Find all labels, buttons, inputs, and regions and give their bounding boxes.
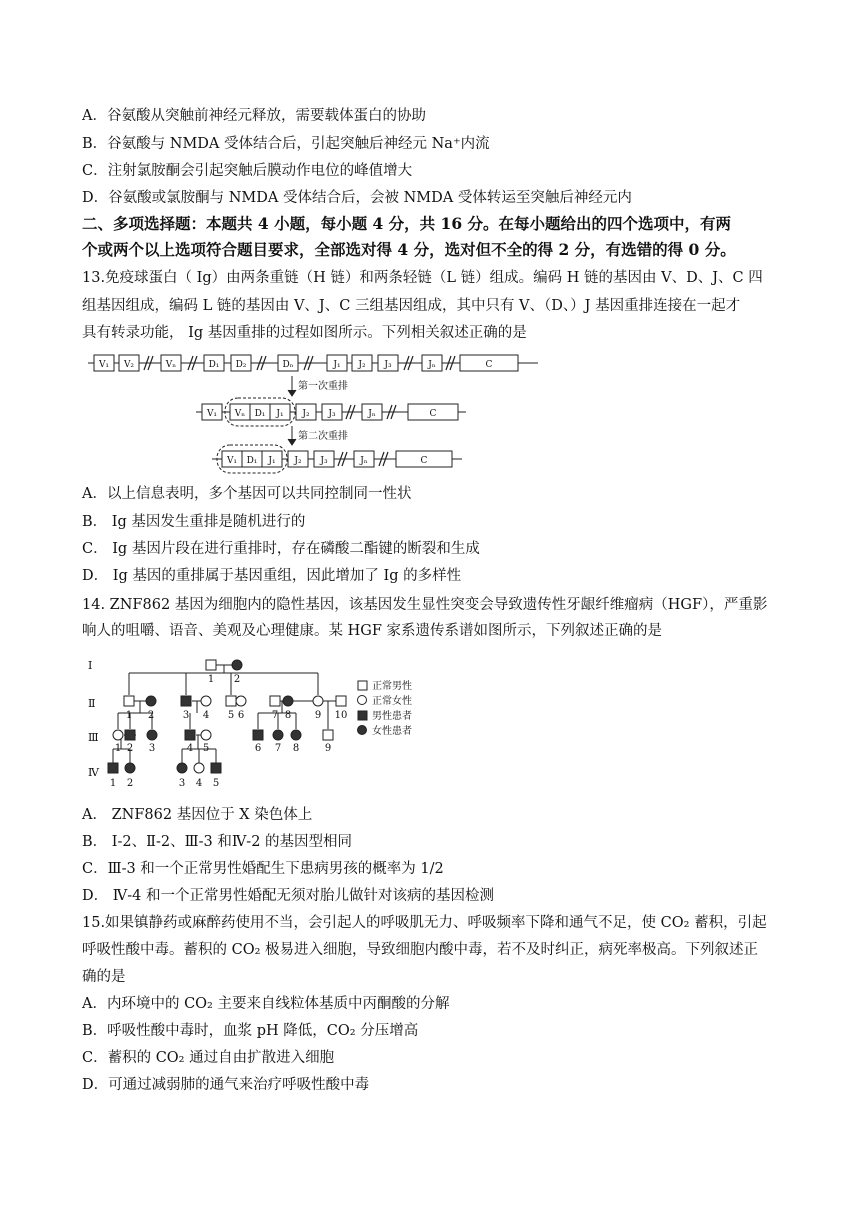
svg-text:7: 7: [274, 743, 282, 754]
gene-label: V₁: [226, 456, 238, 466]
ig-rearrangement-figure: [82, 348, 542, 476]
gene-label: Vₙ: [165, 360, 177, 370]
q12-option-d: D．谷氨酸或氯胺酮与 NMDA 受体结合后，会被 NMDA 受体转运至突触后神经元内: [82, 190, 632, 206]
gene-label: J₁: [268, 456, 276, 466]
gene-label: V₁: [98, 360, 110, 370]
svg-text:4: 4: [202, 710, 210, 721]
gene-label: Vₙ: [234, 409, 246, 419]
generation-label: Ⅱ: [88, 697, 96, 710]
q15-stem-line3: 确的是: [82, 969, 126, 985]
section-heading-line1: 二、多项选择题：本题共 4 小题，每小题 4 分，共 16 分。在每小题给出的四个选项中，有两: [82, 214, 732, 233]
gene-label: D₁: [254, 409, 266, 419]
gene-label: J₂: [302, 409, 310, 419]
svg-text:6: 6: [237, 710, 245, 721]
generation-label: Ⅲ: [88, 731, 99, 744]
svg-text:1: 1: [114, 743, 122, 754]
q13-stem-line1: 13.免疫球蛋白（ Ig）由两条重链（H 链）和两条轻链（L 链）组成。编码 H 链的基因由 V、D、J、C 四: [82, 270, 763, 286]
svg-text:5: 5: [202, 743, 210, 754]
q14-stem-line2: 响人的咀嚼、语音、美观及心理健康。某 HGF 家系遗传系谱如图所示，下列叙述正确的是: [82, 623, 663, 639]
svg-text:3: 3: [178, 778, 186, 789]
svg-text:7: 7: [271, 710, 279, 721]
q13-stem-line2: 组基因组成，编码 L 链的基因由 V、J、C 三组基因组成，其中只有 V、（D、）J 基因重排连接在一起才: [82, 298, 741, 314]
section-heading-line2: 个或两个以上选项符合题目要求，全部选对得 4 分，选对但不全的得 2 分，有选错的得 0 分。: [82, 240, 736, 259]
svg-text:10: 10: [334, 710, 348, 721]
q15-option-a: A．内环境中的 CO₂ 主要来自线粒体基质中丙酮酸的分解: [82, 996, 450, 1012]
step1-label: 第一次重排: [298, 381, 348, 392]
svg-text:1: 1: [207, 674, 215, 685]
legend-affected-male: 男性患者: [372, 711, 412, 722]
step2-label: 第二次重排: [298, 431, 348, 442]
gene-label: J₂: [294, 456, 302, 466]
generation-label: Ⅰ: [88, 659, 93, 672]
gene-label: J₂: [358, 360, 366, 370]
gene-label: J₁: [333, 360, 341, 370]
svg-text:8: 8: [284, 710, 292, 721]
svg-text:2: 2: [126, 743, 134, 754]
gene-label: Jₙ: [428, 360, 436, 370]
svg-text:2: 2: [233, 674, 241, 685]
gene-label: J₃: [384, 360, 392, 370]
gene-label: C: [485, 360, 493, 370]
svg-text:3: 3: [182, 710, 190, 721]
svg-text:6: 6: [254, 743, 262, 754]
q15-stem-line1: 15.如果镇静药或麻醉药使用不当，会引起人的呼吸肌无力、呼吸频率下降和通气不足，使 CO₂ 蓄积，引起: [82, 915, 767, 931]
q12-option-a: A．谷氨酸从突触前神经元释放，需要载体蛋白的协助: [82, 108, 426, 124]
svg-text:4: 4: [186, 743, 194, 754]
svg-text:9: 9: [314, 710, 322, 721]
legend-normal-female: 正常女性: [372, 696, 412, 707]
q13-stem-line3: 具有转录功能， Ig 基因重排的过程如图所示。下列相关叙述正确的是: [82, 325, 527, 341]
q15-option-b: B．呼吸性酸中毒时，血浆 pH 降低，CO₂ 分压增高: [82, 1023, 419, 1039]
gene-label: D₁: [208, 360, 220, 370]
generation-label: Ⅳ: [88, 766, 99, 779]
gene-label: V₁: [206, 409, 218, 419]
gene-label: D₂: [235, 360, 247, 370]
q13-option-d: D． Ig 基因的重排属于基因重组，因此增加了 Ig 的多样性: [82, 568, 462, 584]
legend-affected-female: 女性患者: [372, 726, 412, 737]
q15-option-d: D．可通过减弱肺的通气来治疗呼吸性酸中毒: [82, 1077, 370, 1093]
pedigree-figure: [82, 655, 432, 795]
svg-text:4: 4: [195, 778, 203, 789]
gene-label: J₁: [276, 409, 284, 419]
q12-option-b: B．谷氨酸与 NMDA 受体结合后，引起突触后神经元 Na⁺内流: [82, 136, 490, 152]
gene-label: C: [429, 409, 437, 419]
gene-label: J₃: [328, 409, 336, 419]
q14-option-c: C．Ⅲ-3 和一个正常男性婚配生下患病男孩的概率为 1/2: [82, 861, 444, 877]
gene-label: C: [420, 456, 428, 466]
gene-label: J₃: [320, 456, 328, 466]
q13-option-b: B． Ig 基因发生重排是随机进行的: [82, 514, 306, 530]
svg-text:9: 9: [324, 743, 332, 754]
q15-stem-line2: 呼吸性酸中毒。蓄积的 CO₂ 极易进入细胞，导致细胞内酸中毒，若不及时纠正，病死率极高。下列叙述正: [82, 942, 759, 958]
legend-normal-male: 正常男性: [372, 681, 412, 692]
q14-stem-line1: 14. ZNF862 基因为细胞内的隐性基因，该基因发生显性突变会导致遗传性牙龈纤维瘤病（HGF），严重影: [82, 597, 768, 613]
gene-label: V₂: [123, 360, 135, 370]
gene-label: Dₙ: [282, 360, 294, 370]
q14-option-b: B． Ⅰ-2、Ⅱ-2、Ⅲ-3 和Ⅳ-2 的基因型相同: [82, 834, 353, 850]
q14-option-a: A． ZNF862 基因位于 X 染色体上: [82, 807, 313, 823]
svg-text:2: 2: [147, 710, 155, 721]
q14-option-d: D． Ⅳ-4 和一个正常男性婚配无须对胎儿做针对该病的基因检测: [82, 888, 494, 904]
svg-text:8: 8: [292, 743, 300, 754]
svg-text:3: 3: [148, 743, 156, 754]
svg-text:5: 5: [212, 778, 220, 789]
gene-label: Jₙ: [360, 456, 368, 466]
svg-text:2: 2: [126, 778, 134, 789]
q12-option-c: C．注射氯胺酮会引起突触后膜动作电位的峰值增大: [82, 163, 413, 179]
svg-text:1: 1: [125, 710, 133, 721]
q13-option-a: A．以上信息表明，多个基因可以共同控制同一性状: [82, 486, 412, 502]
gene-label: Jₙ: [368, 409, 376, 419]
q15-option-c: C．蓄积的 CO₂ 通过自由扩散进入细胞: [82, 1050, 335, 1066]
svg-text:5: 5: [227, 710, 235, 721]
svg-text:1: 1: [109, 778, 117, 789]
gene-label: D₁: [246, 456, 258, 466]
q13-option-c: C． Ig 基因片段在进行重排时，存在磷酸二酯键的断裂和生成: [82, 541, 480, 557]
